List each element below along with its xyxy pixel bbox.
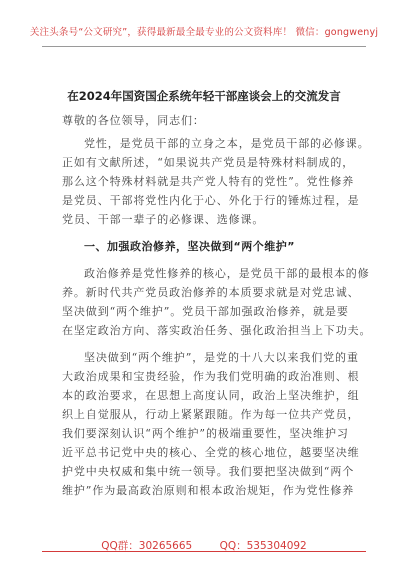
- paragraph-3: [62, 348, 360, 500]
- header-divider: [42, 46, 366, 47]
- salutation: 尊敬的各位领导，同志们：: [62, 114, 205, 127]
- footer-divider: [42, 551, 366, 552]
- document-title: 在2024年国资国企系统年轻干部座谈会上的交流发言: [67, 89, 341, 103]
- paragraph-line: 养。新时代共产党员政治修养的本质要求就是对党忠诚、: [62, 286, 360, 299]
- paragraph-line: 坚决做到“两个维护”。党员干部加强政治修养，就是要: [62, 305, 349, 318]
- header-promo-note: 关注头条号“公文研究”，获得最新最全最专业的公文资料库！ 微信：gongwenyj: [29, 27, 379, 38]
- footer-qq-group: QQ群：30265665: [101, 540, 193, 552]
- paragraph-line: 本的政治要求，在思想上高度认同，政治上坚决维护，组: [62, 389, 360, 402]
- paragraph-line: 党员、干部一辈子的必修课、选修课。: [62, 213, 265, 226]
- paragraph-line: 我们要深刻认识“两个维护”的极端重要性，坚决维护习: [62, 427, 349, 440]
- paragraph-line: 党性，是党员干部的立身之本，是党员干部的必修课。: [84, 137, 370, 150]
- paragraph-2: [62, 264, 372, 340]
- paragraph-1: [62, 134, 370, 229]
- paragraph-line: 政治修养是党性修养的核心，是党员干部的最根本的修: [84, 267, 370, 280]
- paragraph-line: 正如有文献所述，“如果说共产党员是特殊材料制成的，: [62, 156, 355, 169]
- footer-qq-number: QQ：535304092: [219, 540, 307, 552]
- paragraph-line: 织上自觉服从，行动上紧紧跟随。作为每一位共产党员，: [62, 408, 360, 421]
- document-body: [62, 111, 372, 500]
- paragraph-line: 坚决做到“两个维护”，是党的十八大以来我们党的重: [84, 351, 359, 364]
- paragraph-line: 是党员、干部将党性内化于心、外化于行的锤炼过程，是: [62, 194, 360, 207]
- section-heading: 一、加强政治修养，坚决做到“两个维护”: [84, 240, 295, 253]
- paragraph-line: 在坚定政治方向、落实政治任务、强化政治担当上下功夫。: [62, 324, 372, 337]
- paragraph-line: 护党中央权威和集中统一领导。我们要把坚决做到“两个: [62, 465, 355, 478]
- paragraph-line: 近平总书记党中央的核心、全党的核心地位，越要坚决维: [62, 446, 360, 459]
- paragraph-line: 维护”作为最高政治原则和根本政治规矩，作为党性修养: [62, 484, 355, 497]
- paragraph-line: 那么这个特殊材料就是共产党人特有的党性”。党性修养: [62, 175, 355, 188]
- paragraph-line: 大政治成果和宝贵经验，作为我们党明确的政治准则、根: [62, 370, 360, 383]
